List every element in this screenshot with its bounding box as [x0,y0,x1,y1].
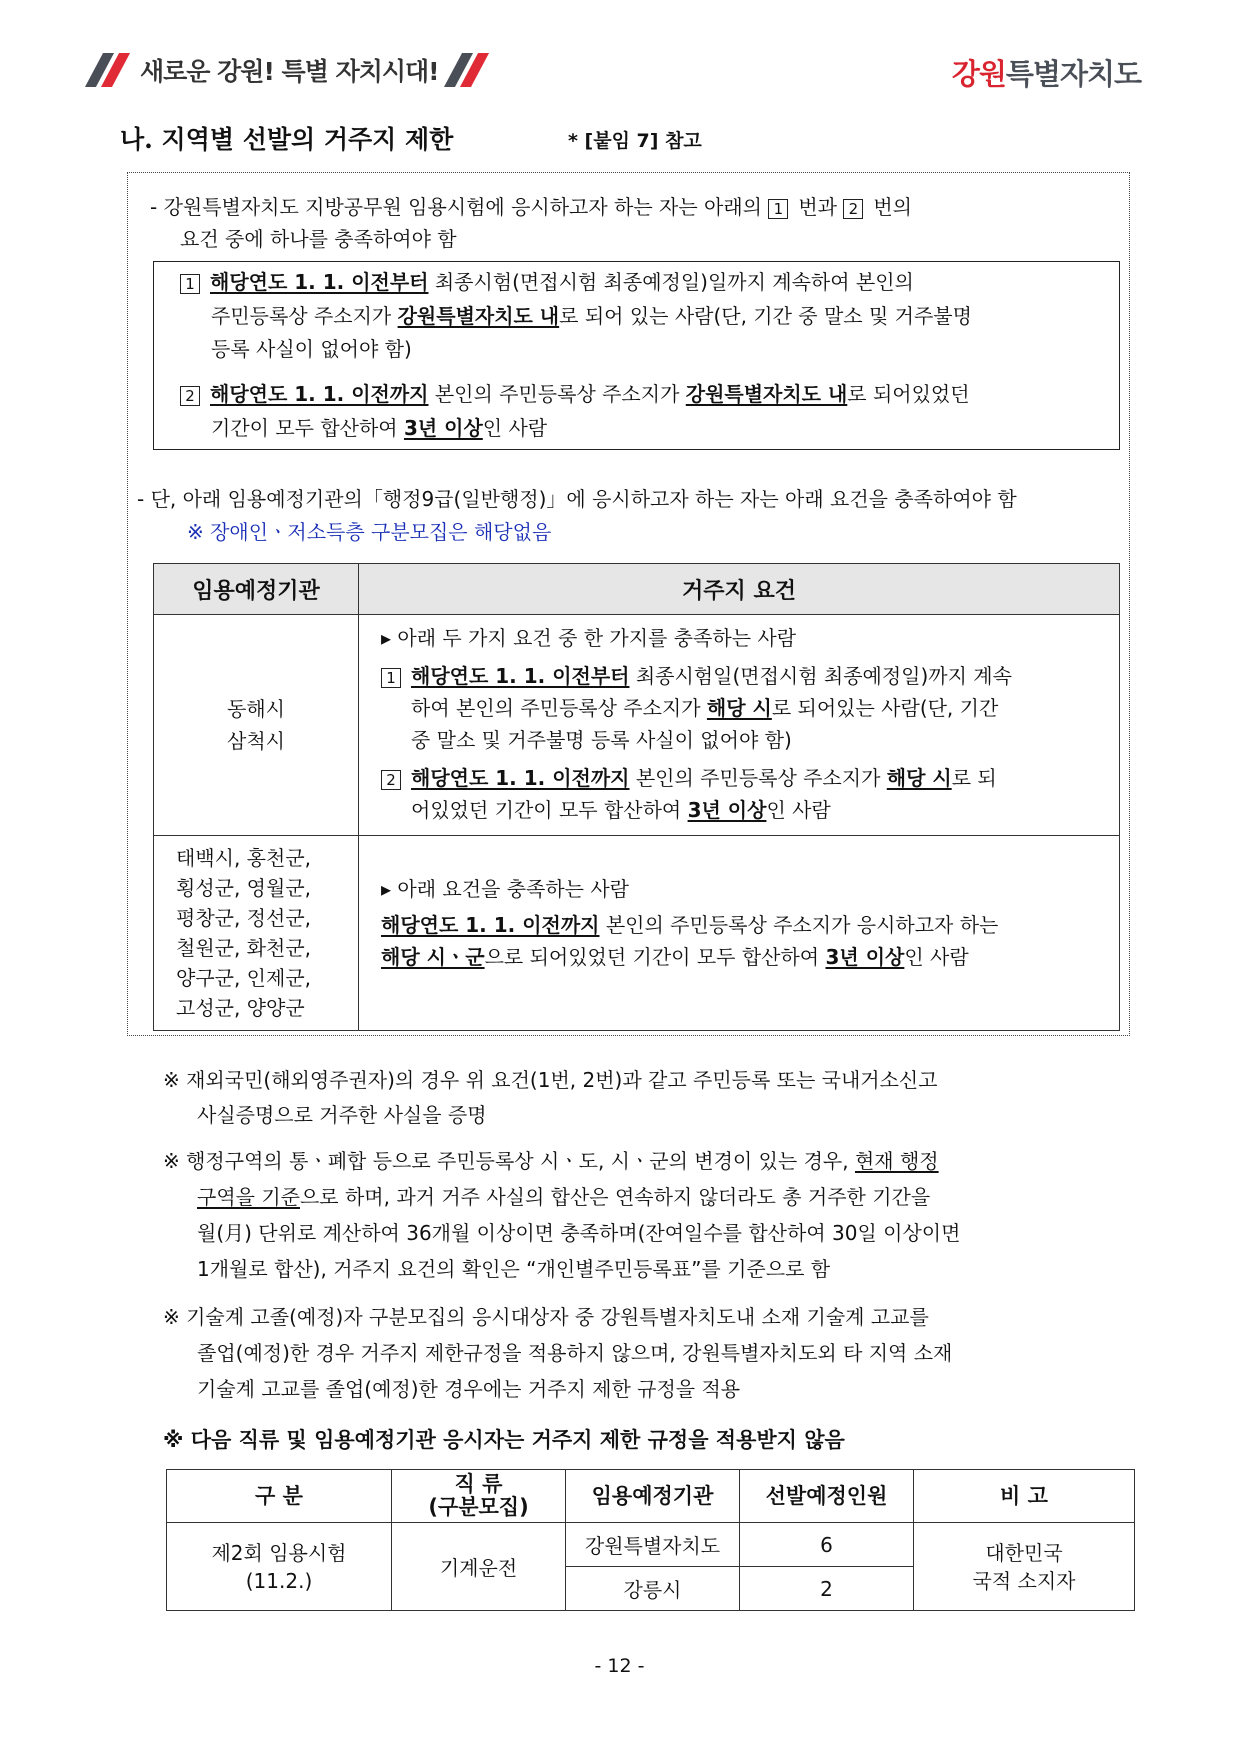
job-cell: 기계운전 [392,1523,566,1611]
table-header-cell: 비 고 [914,1470,1135,1523]
note-tech-school: ※ 기술계 고졸(예정)자 구분모집의 응시대상자 중 강원특별자치도내 소재 기술계 고교를 졸업(예정)한 경우 거주지 제한규정을 적용하지 않으며, 강원특별자치도외 타 지역 소재 기술계 고교를 졸업(예정)한 경우에는 거주지 제한 규정을 적용 [163,1305,953,1401]
table-header-cell: 직 류 (구분모집) [392,1470,566,1523]
table-header-row [167,1470,1135,1523]
cond2-line-1: 2 해당연도 1. 1. 이전까지 본인의 주민등록상 주소지가 강원특별자치도 내로 되어있었던 [180,378,970,411]
count-cell: 6 [740,1523,914,1567]
cond1-line-1: 1 해당연도 1. 1. 이전부터 최종시험(면접시험 최종예정일)일까지 계속하여 본인의 [180,266,914,299]
requirement-cell: ▸ 아래 요건을 충족하는 사람 해당연도 1. 1. 이전까지 본인의 주민등록상 주소지가 응시하고자 하는 해당 시ㆍ군으로 되어있었던 기간이 모두 합산하여 3년 이상인 사람 [359,836,1120,1031]
agency-cell: 동해시 삼척시 [154,615,359,836]
intro-line-1: - 강원특별자치도 지방공무원 임용시험에 응시하고자 하는 자는 아래의 1 번과 2 번의 [150,195,912,219]
table-header-cell: 구 분 [167,1470,392,1523]
exam-cell: 제2회 임용시험 (11.2.) [167,1523,392,1611]
exception-line: - 단, 아래 임용예정기관의「행정9급(일반행정)」에 응시하고자 하는 자는 아래 요건을 충족하여야 함 [137,487,1017,511]
cond1-line-3: 등록 사실이 없어야 함) [211,337,412,361]
page-number: - 12 - [594,1655,645,1677]
count-cell: 2 [740,1567,914,1611]
section-reference: * [붙임 7] 참고 [568,130,702,152]
exception-note: ※ 장애인ㆍ저소득층 구분모집은 해당없음 [187,520,552,544]
exempt-table [166,1469,1135,1611]
table-row [154,836,1120,1031]
table-header-row [154,564,1120,615]
intro-line-2: 요건 중에 하나를 충족하여야 함 [180,227,457,251]
remark-cell: 대한민국 국적 소지자 [914,1523,1135,1611]
note-overseas: ※ 재외국민(해외영주권자)의 경우 위 요건(1번, 2번)과 같고 주민등록 또는 국내거소신고 사실증명으로 거주한 사실을 증명 [163,1068,938,1127]
table-header-cell: 임용예정기관 [566,1470,740,1523]
header-slogan: 새로운 강원! 특별 자치시대! [140,57,439,86]
residence-requirement-table [153,563,1120,1031]
table-row [167,1523,1135,1567]
requirement-cell: ▸ 아래 두 가지 요건 중 한 가지를 충족하는 사람 1 해당연도 1. 1. 이전부터 최종시험일(면접시험 최종예정일)까지 계속 하여 본인의 주민등록상 주소지가 해당 시로 되어있는 사람(단, 기간 중 말소 및 거주불명 등록 사실이 없어야 함) 2 해당연도 1. 1. 이전까지 본인의 주민등록상 주소지가 해당 시로 되 어있었던 기간이 모두 합산하여 3년 이상인 사람 [359,615,1120,836]
gangwon-logo: 강원특별자치도 [951,57,1141,91]
table-header-cell: 거주지 요건 [359,564,1120,615]
agency-cell: 태백시, 홍천군, 횡성군, 영월군, 평창군, 정선군, 철원군, 화천군, 양구군, 인제군, 고성군, 양양군 [154,836,359,1031]
table-header-cell: 임용예정기관 [154,564,359,615]
agency-cell: 강원특별자치도 [566,1523,740,1567]
table-header-cell: 선발예정인원 [740,1470,914,1523]
cond1-line-2: 주민등록상 주소지가 강원특별자치도 내로 되어 있는 사람(단, 기간 중 말소 및 거주불명 [211,304,972,328]
note-exempt-heading: ※ 다음 직류 및 임용예정기관 응시자는 거주지 제한 규정을 적용받지 않음 [163,1428,845,1452]
note-admin-merge: ※ 행정구역의 통ㆍ폐합 등으로 주민등록상 시ㆍ도, 시ㆍ군의 변경이 있는 경우, 현재 행정 구역을 기준으로 하며, 과거 거주 사실의 합산은 연속하지 않더라도 총 거주한 기간을 월(月) 단위로 계산하여 36개월 이상이면 충족하며(잔여일수를 합산하여 30일 이상이면 1개월로 합산), 거주지 요건의 확인은 “개인별주민등록표”를 기준으로 함 [163,1149,961,1281]
section-title: 나. 지역별 선발의 거주지 제한 [120,125,454,154]
table-row [154,615,1120,836]
cond2-line-2: 기간이 모두 합산하여 3년 이상인 사람 [211,416,548,440]
header-banner [94,52,485,88]
agency-cell: 강릉시 [566,1567,740,1611]
